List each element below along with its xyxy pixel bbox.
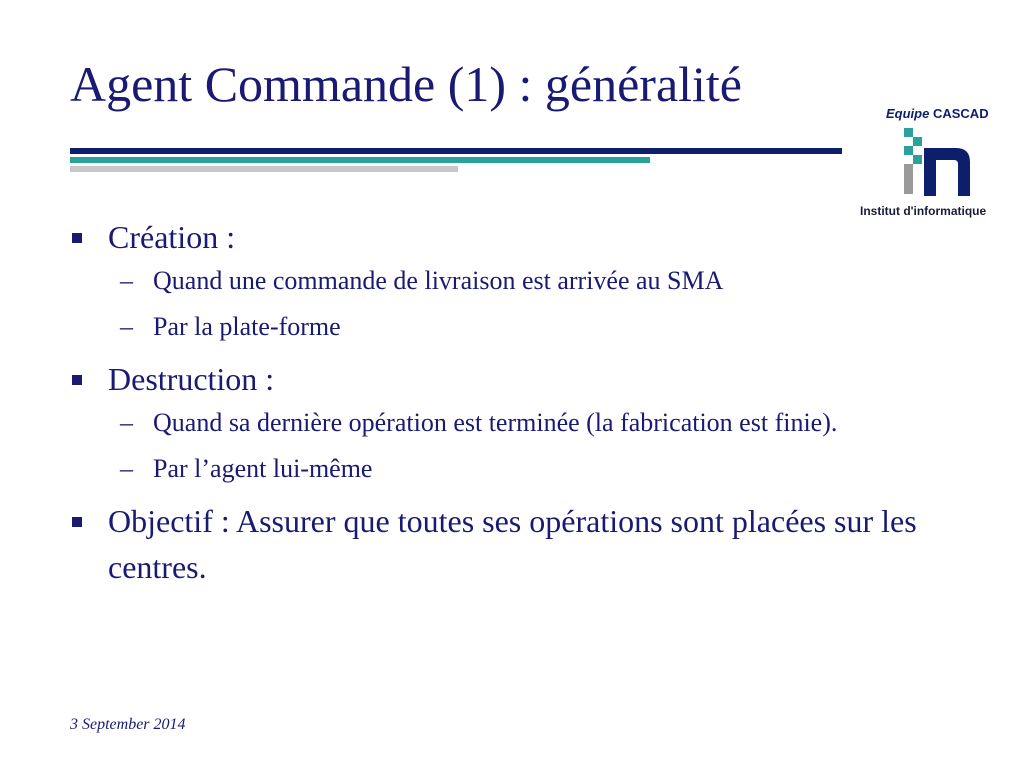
logo-team-name: CASCAD (932, 106, 989, 121)
footer-date: 3 September 2014 (70, 716, 186, 733)
bullet-text: Création : (108, 219, 236, 255)
bullet-text: Destruction : (108, 361, 275, 397)
dash-icon: – (120, 266, 133, 295)
sub-bullet-text: Quand une commande de livraison est arrivée au SMA (153, 266, 724, 295)
institute-logo (856, 100, 1022, 230)
title-rule-navy (70, 148, 842, 154)
bullet-square-icon (72, 517, 82, 527)
bullet-square-icon (72, 375, 82, 385)
sub-bullet (70, 450, 950, 488)
sub-bullet (70, 262, 950, 300)
bullet-destruction (70, 356, 950, 402)
sub-bullet (70, 404, 950, 442)
dash-icon: – (120, 312, 133, 341)
sub-bullet-text: Par l’agent lui-même (153, 454, 373, 483)
bullet-objectif (70, 498, 950, 590)
logo-team-label (886, 106, 989, 121)
sub-bullet (70, 308, 950, 346)
bullet-list (70, 214, 950, 592)
bullet-text: Objectif : Assurer que toutes ses opérations sont placées sur les centres. (108, 503, 917, 585)
bullet-creation (70, 214, 950, 260)
dash-icon: – (120, 454, 133, 483)
slide-title: Agent Commande (1) : généralité (70, 56, 742, 112)
logo-institute-label: Institut d'informatique (860, 204, 987, 218)
logo-team-prefix: Equipe (886, 106, 930, 121)
sub-bullet-text: Quand sa dernière opération est terminée (la fabrication est finie). (153, 408, 838, 437)
title-rule-teal (70, 157, 650, 163)
sub-bullet-text: Par la plate-forme (153, 312, 341, 341)
bullet-square-icon (72, 233, 82, 243)
title-rule-grey (70, 166, 458, 172)
dash-icon: – (120, 408, 133, 437)
logo-mark-icon (896, 128, 976, 200)
